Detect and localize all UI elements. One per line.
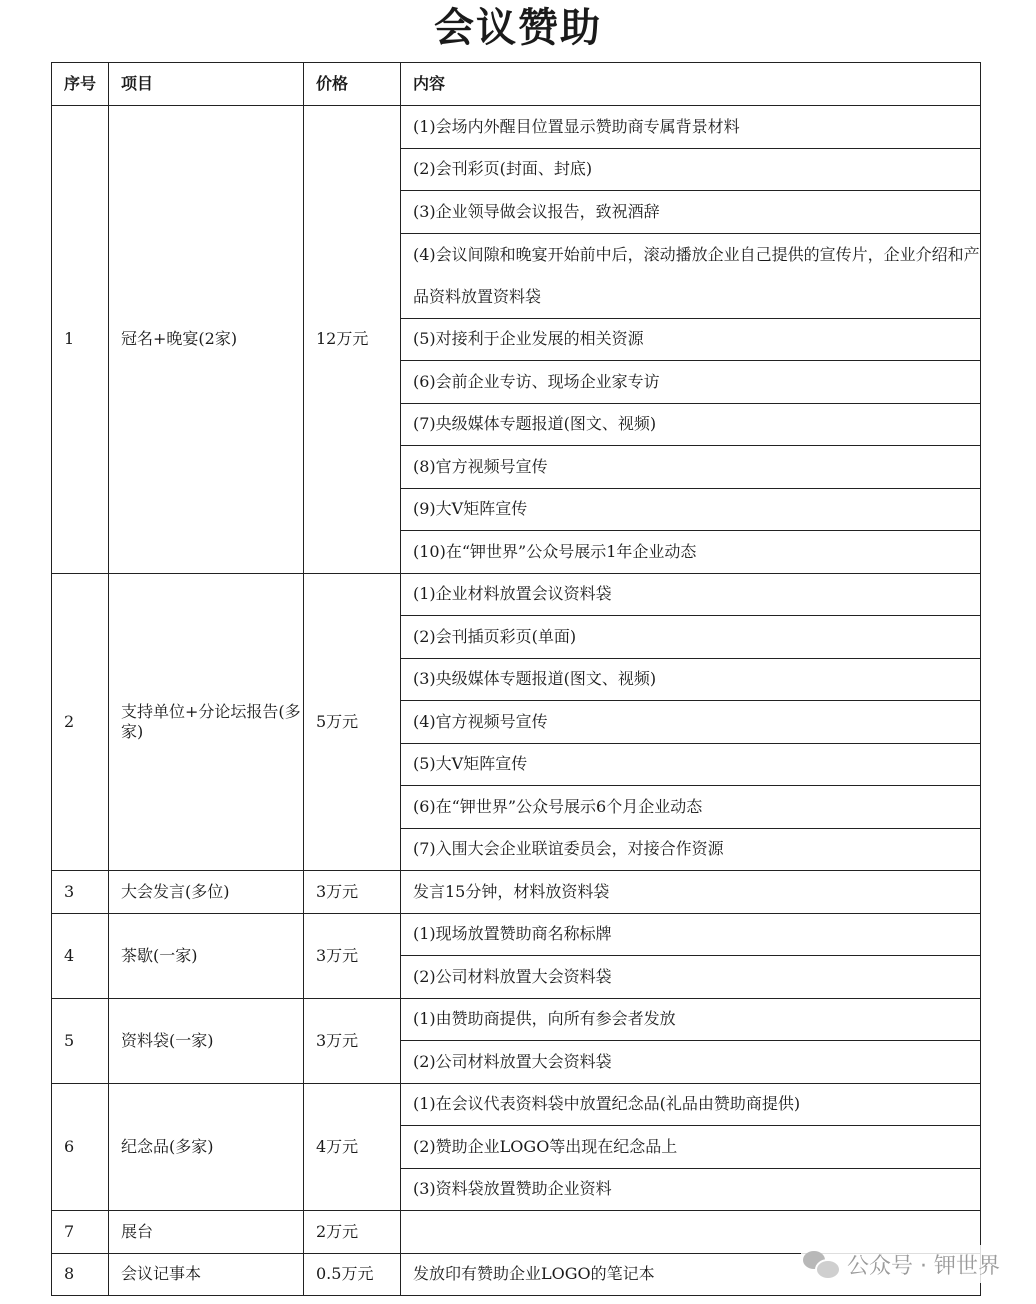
table-row <box>52 998 981 1041</box>
page-title: 会议赞助 <box>434 4 602 51</box>
package-number: 1 <box>52 106 109 574</box>
package-content: (2)公司材料放置大会资料袋 <box>401 956 981 999</box>
package-content: (6)会前企业专访、现场企业家专访 <box>401 361 981 404</box>
package-item: 纪念品(多家) <box>109 1083 304 1211</box>
package-content: (1)在会议代表资料袋中放置纪念品(礼品由赞助商提供) <box>401 1083 981 1126</box>
package-content: (4)官方视频号宣传 <box>401 701 981 744</box>
package-content: (7)央级媒体专题报道(图文、视频) <box>401 403 981 446</box>
package-content: (2)会刊插页彩页(单面) <box>401 616 981 659</box>
package-number: 3 <box>52 871 109 914</box>
package-number: 8 <box>52 1253 109 1296</box>
package-content: (2)会刊彩页(封面、封底) <box>401 148 981 191</box>
header-item: 项目 <box>109 63 304 106</box>
package-item: 支持单位+分论坛报告(多家) <box>109 573 304 871</box>
package-content: (4)会议间隙和晚宴开始前中后，滚动播放企业自己提供的宣传片，企业介绍和产品资料放置资料袋 <box>401 233 981 318</box>
sponsorship-table <box>51 62 981 1296</box>
package-content: (8)官方视频号宣传 <box>401 446 981 489</box>
table-row <box>52 871 981 914</box>
package-content: (2)公司材料放置大会资料袋 <box>401 1041 981 1084</box>
package-item: 资料袋(一家) <box>109 998 304 1083</box>
package-content: (2)赞助企业LOGO等出现在纪念品上 <box>401 1126 981 1169</box>
package-content: (6)在“钾世界”公众号展示6个月企业动态 <box>401 786 981 829</box>
package-content: (10)在“钾世界”公众号展示1年企业动态 <box>401 531 981 574</box>
package-content: (1)企业材料放置会议资料袋 <box>401 573 981 616</box>
package-item: 会议记事本 <box>109 1253 304 1296</box>
package-item: 茶歇(一家) <box>109 913 304 998</box>
package-price: 3万元 <box>304 913 401 998</box>
table-body <box>52 106 981 1296</box>
watermark-text: 公众号 · 钾世界 <box>847 1253 1000 1279</box>
package-number: 4 <box>52 913 109 998</box>
package-content: (1)由赞助商提供，向所有参会者发放 <box>401 998 981 1041</box>
package-content: (3)企业领导做会议报告，致祝酒辞 <box>401 191 981 234</box>
table-row <box>52 913 981 956</box>
package-content: (7)入围大会企业联谊委员会，对接合作资源 <box>401 828 981 871</box>
table-row <box>52 1083 981 1126</box>
package-price: 3万元 <box>304 998 401 1083</box>
package-price: 0.5万元 <box>304 1253 401 1296</box>
header-content: 内容 <box>401 63 981 106</box>
table-row <box>52 573 981 616</box>
table-header-row <box>52 63 981 106</box>
package-item: 展台 <box>109 1211 304 1254</box>
package-price: 12万元 <box>304 106 401 574</box>
package-number: 6 <box>52 1083 109 1211</box>
package-content: (5)对接利于企业发展的相关资源 <box>401 318 981 361</box>
package-content: (1)现场放置赞助商名称标牌 <box>401 913 981 956</box>
package-content: 发言15分钟，材料放资料袋 <box>401 871 981 914</box>
package-content: (9)大V矩阵宣传 <box>401 488 981 531</box>
package-content: (1)会场内外醒目位置显示赞助商专属背景材料 <box>401 106 981 149</box>
package-number: 5 <box>52 998 109 1083</box>
package-content: (5)大V矩阵宣传 <box>401 743 981 786</box>
package-content: (3)央级媒体专题报道(图文、视频) <box>401 658 981 701</box>
header-number: 序号 <box>52 63 109 106</box>
package-number: 2 <box>52 573 109 871</box>
table-row <box>52 106 981 149</box>
watermark <box>801 1245 1002 1283</box>
package-item: 大会发言(多位) <box>109 871 304 914</box>
package-item: 冠名+晚宴(2家) <box>109 106 304 574</box>
package-price: 5万元 <box>304 573 401 871</box>
package-price: 3万元 <box>304 871 401 914</box>
wechat-icon <box>803 1249 839 1279</box>
package-number: 7 <box>52 1211 109 1254</box>
package-price: 4万元 <box>304 1083 401 1211</box>
package-content: 发放印有赞助企业LOGO的笔记本 <box>401 1253 981 1296</box>
package-content: (3)资料袋放置赞助企业资料 <box>401 1168 981 1211</box>
package-price: 2万元 <box>304 1211 401 1254</box>
header-price: 价格 <box>304 63 401 106</box>
